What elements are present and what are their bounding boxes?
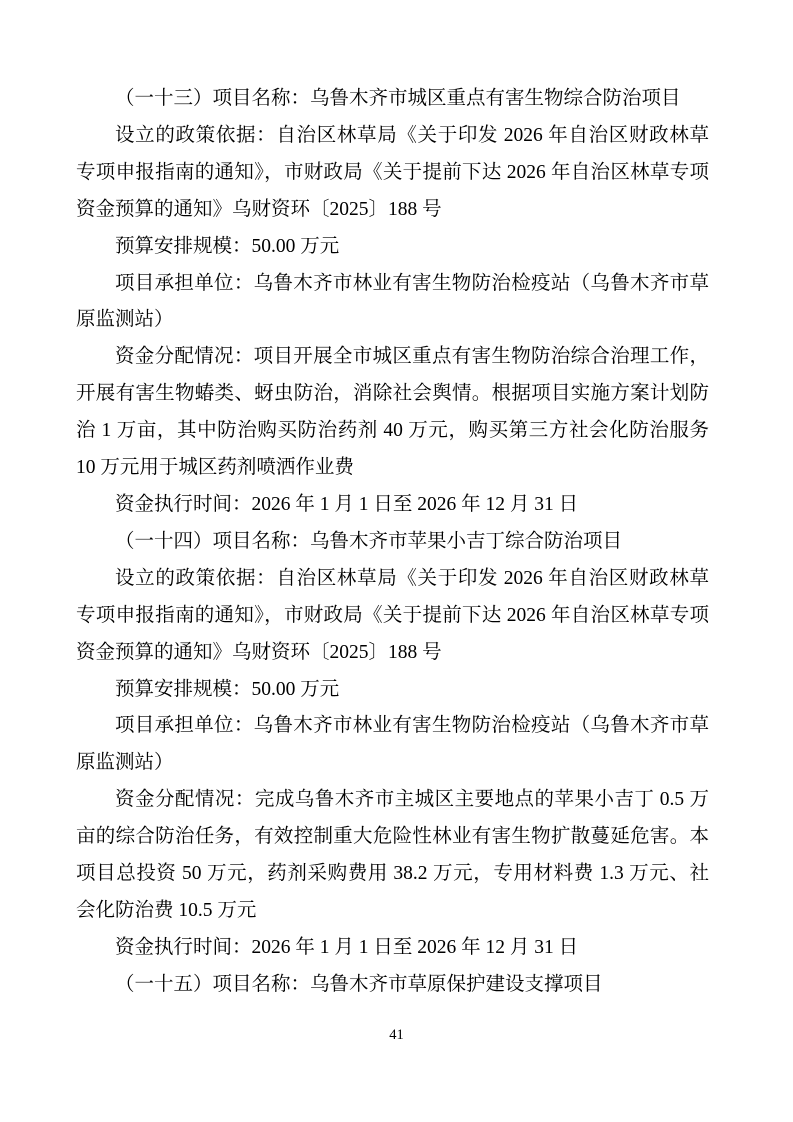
- paragraph-project-13-policy-basis: 设立的政策依据：自治区林草局《关于印发 2026 年自治区财政林草专项申报指南的通知》，市财政局《关于提前下达 2026 年自治区林草专项资金预算的通知》乌财资环〔2025〕188 号: [76, 124, 709, 220]
- paragraph-project-15-name: （一十五）项目名称：乌鲁木齐市草原保护建设支撑项目: [115, 973, 603, 995]
- paragraph-project-14-undertaking-unit: 项目承担单位：乌鲁木齐市林业有害生物防治检疫站（乌鲁木齐市草原监测站）: [76, 715, 709, 774]
- paragraph-project-13-budget-scale: 预算安排规模：50.00 万元: [115, 235, 340, 257]
- paragraph-project-13-fund-allocation: 资金分配情况：项目开展全市城区重点有害生物防治综合治理工作，开展有害生物蝽类、蚜虫防治，消除社会舆情。根据项目实施方案计划防治 1 万亩，其中防治购买防治药剂 40 万元，购买第三方社会化防治服务 10 万元用于城区药剂喷洒作业费: [76, 346, 709, 479]
- paragraph-project-14-fund-allocation: 资金分配情况：完成乌鲁木齐市主城区主要地点的苹果小吉丁 0.5 万亩的综合防治任务，有效控制重大危险性林业有害生物扩散蔓延危害。本项目总投资 50 万元，药剂采购费用 38.2 万元，专用材料费 1.3 万元、社会化防治费 10.5 万元: [76, 789, 709, 921]
- paragraph-project-14-name: （一十四）项目名称：乌鲁木齐市苹果小吉丁综合防治项目: [115, 530, 623, 552]
- document-body: [76, 81, 709, 1004]
- paragraph-project-14-execution-time: 资金执行时间：2026 年 1 月 1 日至 2026 年 12 月 31 日: [115, 936, 579, 958]
- paragraph-project-13-name: （一十三）项目名称：乌鲁木齐市城区重点有害生物综合防治项目: [115, 88, 681, 109]
- page-number: 41: [389, 1027, 404, 1043]
- paragraph-project-14-policy-basis: 设立的政策依据：自治区林草局《关于印发 2026 年自治区财政林草专项申报指南的通知》，市财政局《关于提前下达 2026 年自治区林草专项资金预算的通知》乌财资环〔2025〕188 号: [76, 567, 709, 663]
- paragraph-project-14-budget-scale: 预算安排规模：50.00 万元: [115, 678, 340, 700]
- paragraph-project-13-undertaking-unit: 项目承担单位：乌鲁木齐市林业有害生物防治检疫站（乌鲁木齐市草原监测站）: [76, 272, 709, 331]
- paragraph-project-13-execution-time: 资金执行时间：2026 年 1 月 1 日至 2026 年 12 月 31 日: [115, 493, 579, 515]
